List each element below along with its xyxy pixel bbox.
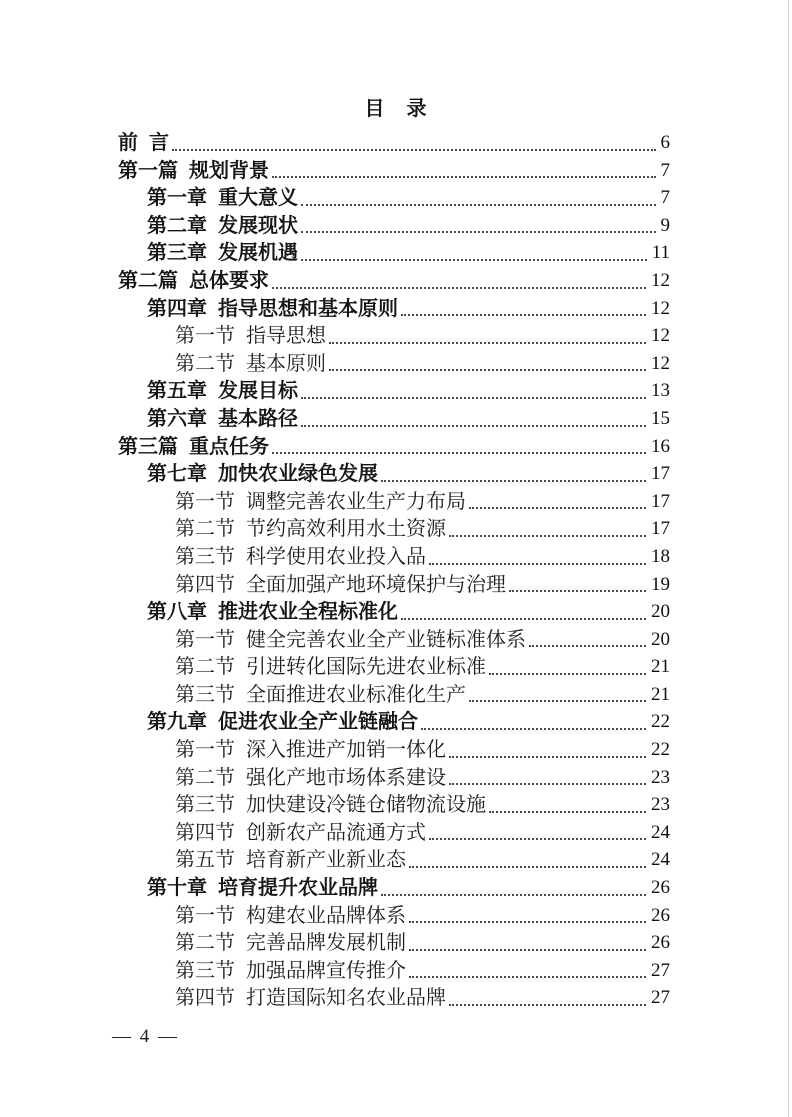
page-number: 7: [660, 187, 670, 209]
dot-leader: [301, 231, 656, 233]
toc-entry-number: 第三节: [175, 543, 235, 568]
page-number: 26: [651, 904, 670, 926]
page-number: 26: [651, 877, 670, 899]
toc-entry: [118, 791, 670, 819]
toc-entry: [118, 736, 670, 764]
toc-entry-number: 第四章: [147, 295, 207, 320]
toc-entry: [118, 846, 670, 874]
toc-entry-title: 深入推进产加销一体化: [246, 737, 446, 762]
dot-leader: [409, 921, 646, 923]
scan-edge-line: [788, 0, 789, 1117]
dot-leader: [301, 259, 647, 261]
page-number: 22: [651, 711, 670, 733]
page-number: 15: [651, 407, 670, 429]
toc-entry: [118, 212, 670, 240]
page-number: 27: [651, 959, 670, 981]
toc-entry: [118, 184, 670, 212]
toc-entry: [118, 708, 670, 736]
toc-entry: [118, 626, 670, 654]
dot-leader: [489, 811, 646, 813]
toc-entry-number: 第二篇: [118, 267, 178, 292]
dot-leader: [449, 756, 646, 758]
page-number: 19: [651, 573, 670, 595]
toc-entry-number: 第二节: [175, 930, 235, 955]
page-number: 17: [651, 518, 670, 540]
page-number: 12: [651, 325, 670, 347]
toc-entry: [118, 157, 670, 185]
toc-entry: [118, 129, 670, 157]
toc-entry-number: 第一节: [175, 626, 235, 651]
page-number: 13: [651, 380, 670, 402]
toc-entry-number: 第一节: [175, 737, 235, 762]
toc-entry-number: 第二章: [147, 212, 207, 237]
toc-entry: [118, 377, 670, 405]
toc-entry-title: 发展目标: [218, 378, 298, 403]
page-number: 9: [660, 214, 670, 236]
toc-entry: [118, 543, 670, 571]
toc-entry: [118, 984, 670, 1012]
toc-entry-number: 第一节: [175, 488, 235, 513]
page-number: 20: [651, 628, 670, 650]
toc-entry-number: 第五章: [147, 378, 207, 403]
dot-leader: [272, 452, 646, 454]
toc-entry-number: 前: [118, 130, 138, 154]
page-number: 20: [651, 601, 670, 623]
page-number: 12: [651, 352, 670, 374]
toc-entry-title: 基本原则: [246, 350, 326, 375]
table-of-contents: [118, 129, 670, 1012]
toc-entry: [118, 653, 670, 681]
toc-entry-title: 引进转化国际先进农业标准: [246, 654, 486, 679]
toc-entry: [118, 681, 670, 709]
page-number: 21: [651, 683, 670, 705]
toc-entry-number: 第一章: [147, 185, 207, 210]
page-number: 27: [651, 987, 670, 1009]
dot-leader: [172, 149, 656, 151]
page-number: 23: [651, 766, 670, 788]
toc-entry: [118, 764, 670, 792]
toc-entry-title: 言: [149, 130, 169, 154]
toc-entry: [118, 929, 670, 957]
toc-entry-title: 基本路径: [218, 405, 298, 430]
toc-entry-number: 第一节: [175, 902, 235, 927]
toc-entry-title: 全面推进农业标准化生产: [246, 681, 466, 706]
toc-entry-title: 发展现状: [218, 212, 298, 237]
dot-leader: [272, 176, 656, 178]
toc-entry-number: 第七章: [147, 461, 207, 486]
toc-entry-title: 打造国际知名农业品牌: [246, 985, 446, 1010]
dot-leader: [529, 645, 646, 647]
dot-leader: [301, 397, 646, 399]
dot-leader: [449, 535, 646, 537]
dot-leader: [329, 369, 646, 371]
toc-entry-number: 第二节: [175, 350, 235, 375]
dot-leader: [272, 287, 646, 289]
toc-entry-number: 第一篇: [118, 157, 178, 182]
toc-entry-number: 第二节: [175, 764, 235, 789]
page-number: 7: [660, 159, 670, 181]
toc-entry-title: 全面加强产地环境保护与治理: [246, 571, 506, 596]
page-number: 23: [651, 794, 670, 816]
dot-leader: [381, 894, 646, 896]
page-title: 目 录: [364, 98, 428, 120]
toc-entry-number: 第五节: [175, 847, 235, 872]
toc-entry-title: 调整完善农业生产力布局: [246, 488, 466, 513]
toc-entry-number: 第四节: [175, 571, 235, 596]
page-number: 21: [651, 656, 670, 678]
dot-leader: [449, 1004, 646, 1006]
dot-leader: [469, 700, 646, 702]
dot-leader: [409, 976, 646, 978]
toc-entry-number: 第一节: [175, 323, 235, 348]
dot-leader: [469, 507, 646, 509]
toc-entry-title: 加强品牌宣传推介: [246, 957, 406, 982]
toc-entry-title: 重大意义: [218, 185, 298, 210]
toc-entry-number: 第二节: [175, 516, 235, 541]
page-number: 6: [660, 132, 670, 153]
page-number: 26: [651, 932, 670, 954]
page-number: 17: [651, 463, 670, 485]
dot-leader: [329, 342, 646, 344]
toc-entry-number: 第四节: [175, 819, 235, 844]
dot-leader: [429, 838, 646, 840]
toc-entry: [118, 350, 670, 378]
toc-entry-number: 第十章: [147, 875, 207, 900]
toc-entry: [118, 433, 670, 461]
page-number: 22: [651, 739, 670, 761]
toc-entry-title: 加快农业绿色发展: [218, 461, 378, 486]
dot-leader: [421, 728, 646, 730]
dot-leader: [301, 425, 646, 427]
toc-entry-title: 总体要求: [189, 267, 269, 292]
dot-leader: [429, 563, 646, 565]
toc-entry-title: 指导思想: [246, 323, 326, 348]
toc-entry: [118, 239, 670, 267]
toc-entry: [118, 902, 670, 930]
dot-leader: [301, 204, 656, 206]
toc-entry: [118, 571, 670, 599]
toc-entry-title: 加快建设冷链仓储物流设施: [246, 792, 486, 817]
toc-entry-title: 节约高效利用水土资源: [246, 516, 446, 541]
toc-entry-title: 健全完善农业全产业链标准体系: [246, 626, 526, 651]
toc-entry-number: 第二节: [175, 654, 235, 679]
toc-entry: [118, 460, 670, 488]
toc-entry: [118, 515, 670, 543]
page-number: 24: [651, 821, 670, 843]
toc-entry-title: 重点任务: [189, 433, 269, 458]
dot-leader: [401, 314, 646, 316]
toc-entry: [118, 488, 670, 516]
page-number: 11: [651, 242, 670, 264]
toc-entry: [118, 957, 670, 985]
toc-entry-title: 构建农业品牌体系: [246, 902, 406, 927]
toc-entry: [118, 405, 670, 433]
toc-entry-title: 培育提升农业品牌: [218, 875, 378, 900]
toc-entry: [118, 295, 670, 323]
dot-leader: [409, 866, 646, 868]
toc-entry-title: 培育新产业新业态: [246, 847, 406, 872]
toc-entry-number: 第三节: [175, 681, 235, 706]
footer-page-number: — 4 —: [112, 1026, 179, 1047]
toc-entry-number: 第三节: [175, 957, 235, 982]
page-number: 17: [651, 490, 670, 512]
toc-entry-title: 科学使用农业投入品: [246, 543, 426, 568]
page-number: 24: [651, 849, 670, 871]
page-number: 12: [651, 297, 670, 319]
page-number: 18: [651, 545, 670, 567]
toc-entry-title: 规划背景: [189, 157, 269, 182]
toc-entry-number: 第四节: [175, 985, 235, 1010]
toc-entry-title: 促进农业全产业链融合: [218, 709, 418, 734]
page-number: 12: [651, 269, 670, 291]
toc-entry-number: 第九章: [147, 709, 207, 734]
toc-entry-title: 完善品牌发展机制: [246, 930, 406, 955]
page-number: 16: [651, 435, 670, 457]
toc-entry-title: 推进农业全程标准化: [218, 599, 398, 624]
toc-entry-number: 第六章: [147, 405, 207, 430]
dot-leader: [489, 673, 646, 675]
toc-entry: [118, 598, 670, 626]
dot-leader: [381, 480, 646, 482]
toc-entry-title: 创新农产品流通方式: [246, 819, 426, 844]
toc-entry-number: 第三篇: [118, 433, 178, 458]
toc-entry: [118, 819, 670, 847]
toc-entry-title: 强化产地市场体系建设: [246, 764, 446, 789]
toc-entry: [118, 267, 670, 295]
toc-entry-title: 指导思想和基本原则: [218, 295, 398, 320]
toc-entry: [118, 874, 670, 902]
toc-entry-number: 第八章: [147, 599, 207, 624]
toc-entry-title: 发展机遇: [218, 240, 298, 265]
dot-leader: [401, 618, 646, 620]
toc-entry-number: 第三章: [147, 240, 207, 265]
dot-leader: [509, 590, 646, 592]
toc-entry: [118, 322, 670, 350]
dot-leader: [409, 949, 646, 951]
dot-leader: [449, 783, 646, 785]
toc-entry-number: 第三节: [175, 792, 235, 817]
